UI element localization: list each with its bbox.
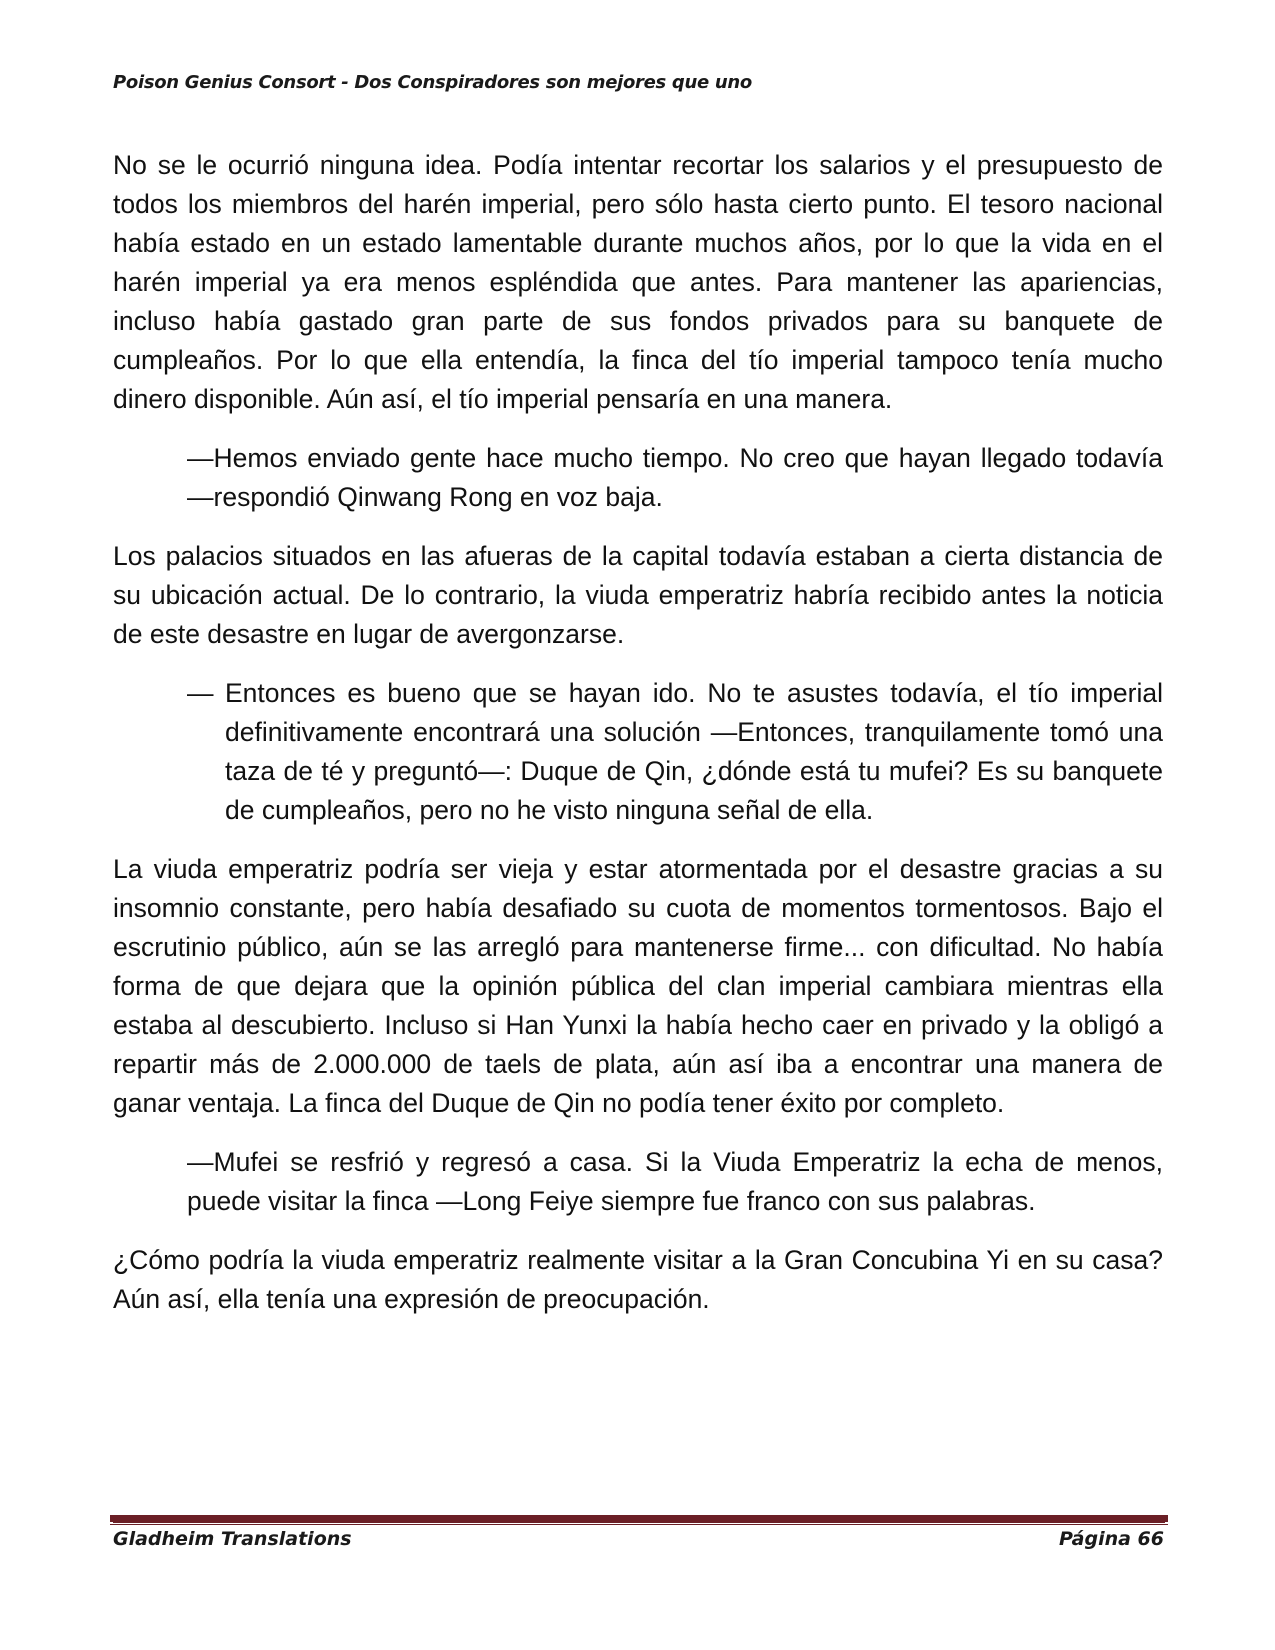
paragraph: La viuda emperatriz podría ser vieja y estar atormentada por el desastre gracias a su insomnio constante, pero había desafiado su cuota de momentos tormentosos. Bajo el escrutinio público, aún se las arregló para mantenerse firme... con dificultad. No había forma de que dejara que la opinión pública del clan imperial cambiara mientras ella estaba al descubierto. Incluso si Han Yunxi la había hecho caer en privado y la obligó a repartir más de 2.000.000 de taels de plata, aún así iba a encontrar una manera de ganar ventaja. La finca del Duque de Qin no podía tener éxito por completo. (113, 854, 1163, 1118)
footer-rule-thin (110, 1524, 1168, 1525)
dialogue-dash: — (187, 678, 214, 708)
footer-rule (110, 1515, 1168, 1522)
paragraph: Los palacios situados en las afueras de la capital todavía estaban a cierta distancia de su ubicación actual. De lo contrario, la viuda emperatriz habría recibido antes la noticia de este desastre en lugar de avergonzarse. (113, 541, 1163, 649)
dialogue-block: —Hemos enviado gente hace mucho tiempo. No creo que hayan llegado todavía —respondió Qinwang Rong en voz baja. (187, 443, 1163, 512)
paragraph: No se le ocurrió ninguna idea. Podía intentar recortar los salarios y el presupuesto de todos los miembros del harén imperial, pero sólo hasta cierto punto. El tesoro nacional había estado en un estado lamentable durante muchos años, por lo que la vida en el harén imperial ya era menos espléndida que antes. Para mantener las apariencias, incluso había gastado gran parte de sus fondos privados para su banquete de cumpleaños. Por lo que ella entendía, la finca del tío imperial tampoco tenía mucho dinero disponible. Aún así, el tío imperial pensaría en una manera. (113, 150, 1163, 414)
running-header: Poison Genius Consort - Dos Conspiradores son mejores que uno (113, 72, 752, 93)
footer-publisher: Gladheim Translations (113, 1528, 352, 1550)
dialogue-block (187, 674, 1163, 830)
page-body (113, 146, 1163, 1339)
dialogue-text: Entonces es bueno que se hayan ido. No te asustes todavía, el tío imperial definitivamente encontrará una solución —Entonces, tranquilamente tomó una taza de té y preguntó—: Duque de Qin, ¿dónde está tu mufei? Es su banquete de cumpleaños, pero no he visto ninguna señal de ella. (225, 678, 1163, 825)
page-number: Página 66 (1058, 1528, 1164, 1550)
dialogue-block: —Mufei se resfrió y regresó a casa. Si la Viuda Emperatriz la echa de menos, puede visitar la finca —Long Feiye siempre fue franco con sus palabras. (187, 1147, 1163, 1216)
paragraph: ¿Cómo podría la viuda emperatriz realmente visitar a la Gran Concubina Yi en su casa? Aún así, ella tenía una expresión de preocupación. (113, 1245, 1163, 1314)
